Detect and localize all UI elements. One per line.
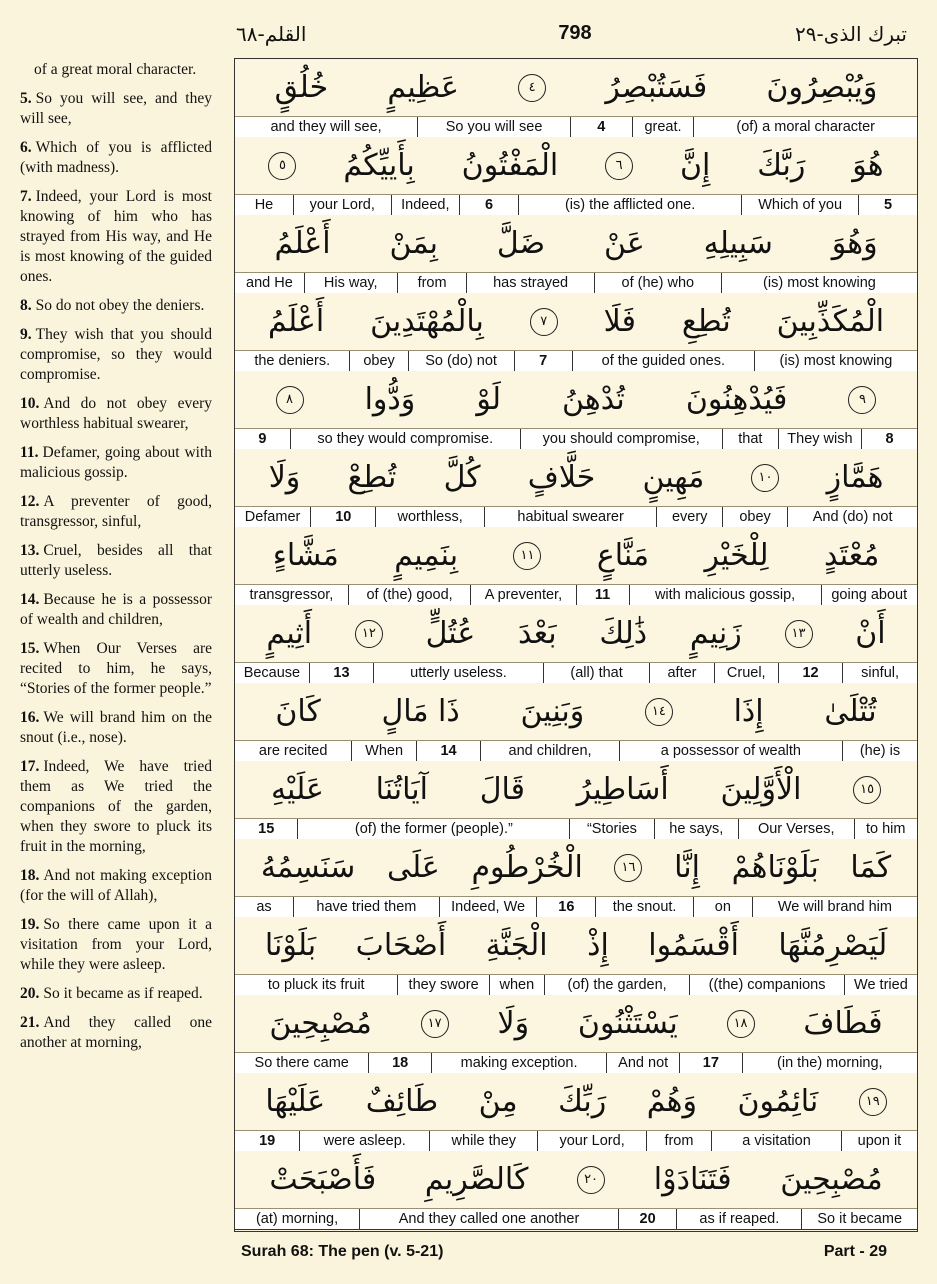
arabic-word: عُتُلٍّ xyxy=(425,616,476,651)
gloss-word: going about xyxy=(821,585,917,605)
gloss-word: worthless, xyxy=(375,507,483,527)
ayah-marker: ٨ xyxy=(276,386,304,414)
gloss-verse-number: 15 xyxy=(258,821,275,837)
arabic-word: فَسَتُبْصِرُ xyxy=(605,70,708,105)
gloss-verse-number: 17 xyxy=(679,1053,742,1073)
arabic-word: بَلَوْنَا xyxy=(264,928,317,963)
arabic-word: عَنْ xyxy=(603,226,645,261)
word-row xyxy=(235,1151,917,1229)
gloss-verse-number: 5 xyxy=(858,195,917,215)
gloss-word: and children, xyxy=(480,741,619,761)
gloss-word: (all) that xyxy=(543,663,649,683)
gloss-word: transgressor, xyxy=(249,587,334,603)
arabic-word: مُعْتَدٍ xyxy=(823,538,880,573)
gloss-word: So (do) not xyxy=(408,351,514,371)
gloss-word: “Stories xyxy=(569,819,653,839)
verse-number: 6. xyxy=(20,139,32,156)
arabic-word: الْأَوَّلِينَ xyxy=(720,772,802,807)
gloss-word: We tried xyxy=(844,975,917,995)
english-gloss-line xyxy=(235,1053,917,1074)
arabic-word: رَبَّكَ xyxy=(757,148,806,183)
gloss-word: when xyxy=(489,975,544,995)
word-row xyxy=(235,839,917,917)
gloss-word: So there came xyxy=(254,1055,349,1071)
translation-verse xyxy=(20,394,212,434)
word-row xyxy=(235,293,917,371)
gloss-word: were asleep. xyxy=(299,1131,429,1151)
translation-verse xyxy=(20,187,212,287)
arabic-word: مَشَّاءٍ xyxy=(272,538,339,573)
arabic-word: نَائِمُونَ xyxy=(737,1084,819,1119)
english-gloss-line xyxy=(235,195,917,216)
arabic-word: إِذَا xyxy=(733,694,764,729)
arabic-word: عَظِيمٍ xyxy=(387,70,459,105)
arabic-word: هَمَّازٍ xyxy=(826,460,884,495)
arabic-line xyxy=(235,917,917,975)
arabic-word: مَهِينٍ xyxy=(642,460,705,495)
english-gloss-line xyxy=(235,1209,917,1230)
arabic-line xyxy=(235,527,917,585)
english-gloss-line xyxy=(235,1131,917,1152)
ayah-marker: ١٣ xyxy=(785,620,813,648)
verse-number: 12. xyxy=(20,493,40,510)
arabic-word: لِلْخَيْرِ xyxy=(704,538,769,573)
translation-verse xyxy=(20,590,212,630)
word-row xyxy=(235,137,917,215)
ayah-marker: ١٥ xyxy=(853,776,881,804)
arabic-word: أَصْحَابَ xyxy=(355,928,447,963)
english-gloss-line xyxy=(235,819,917,840)
word-row xyxy=(235,917,917,995)
word-row xyxy=(235,371,917,449)
verse-text: of a great moral character. xyxy=(34,61,197,78)
arabic-line xyxy=(235,995,917,1053)
ayah-marker: ٢٠ xyxy=(577,1166,605,1194)
translation-verse xyxy=(20,1013,212,1053)
arabic-word: كَالصَّرِيمِ xyxy=(424,1162,529,1197)
word-row xyxy=(235,683,917,761)
ayah-marker: ١٢ xyxy=(355,620,383,648)
gloss-verse-number: 18 xyxy=(368,1053,431,1073)
gloss-verse-number: 14 xyxy=(416,741,480,761)
word-row xyxy=(235,527,917,605)
gloss-word: (he) is xyxy=(842,741,917,761)
verse-text: Which of you is afflicted (with madness). xyxy=(20,139,212,176)
gloss-word: the snout. xyxy=(595,897,693,917)
gloss-word: while they xyxy=(429,1131,537,1151)
gloss-word: of the guided ones. xyxy=(572,351,754,371)
gloss-word: So it became xyxy=(801,1209,917,1229)
ayah-marker: ٧ xyxy=(530,308,558,336)
gloss-word: (is) the afflicted one. xyxy=(518,195,741,215)
translation-verse xyxy=(20,866,212,906)
arabic-word: آيَاتُنَا xyxy=(375,772,428,807)
gloss-word: Indeed, xyxy=(391,195,460,215)
gloss-word: (of) the former (people).” xyxy=(297,819,569,839)
gloss-word: from xyxy=(646,1131,711,1151)
verse-text: When Our Verses are recited to him, he says, “Stories of the former people.” xyxy=(20,640,212,697)
page-number: 798 xyxy=(558,22,592,44)
gloss-word: of (the) good, xyxy=(348,585,471,605)
english-gloss-line xyxy=(235,741,917,762)
arabic-word: لَوْ xyxy=(476,382,501,417)
arabic-word: الْمُكَذِّبِينَ xyxy=(776,304,885,339)
gloss-word: your Lord, xyxy=(293,195,391,215)
header-surah-name: القلم-٦٨ xyxy=(236,22,307,46)
arabic-word: كَمَا xyxy=(850,850,892,885)
english-gloss-line xyxy=(235,273,917,294)
arabic-word: وَلَا xyxy=(268,460,301,495)
gloss-word: sinful, xyxy=(842,663,917,683)
gloss-word: are recited xyxy=(258,743,328,759)
arabic-word: هُوَ xyxy=(852,148,884,183)
word-row xyxy=(235,1073,917,1151)
english-gloss-line xyxy=(235,429,917,450)
gloss-word: with malicious gossip, xyxy=(629,585,821,605)
verse-text: And do not obey every worthless habitual swearer, xyxy=(20,395,212,432)
verse-text: Because he is a possessor of wealth and children, xyxy=(20,591,212,628)
verse-text: Cruel, besides all that utterly useless. xyxy=(20,542,212,579)
gloss-word: and they will see, xyxy=(270,119,382,135)
gloss-word: When xyxy=(351,741,415,761)
translation-verse xyxy=(20,325,212,385)
gloss-word: to him xyxy=(854,819,918,839)
arabic-word: زَنِيمٍ xyxy=(689,616,742,651)
gloss-word: obey xyxy=(349,351,407,371)
word-row xyxy=(235,215,917,293)
arabic-word: مُصْبِحِينَ xyxy=(269,1006,372,1041)
arabic-word: إِنَّ xyxy=(679,148,711,183)
translation-verse xyxy=(20,492,212,532)
arabic-word: حَلَّافٍ xyxy=(527,460,596,495)
gloss-word: ((the) companions xyxy=(689,975,843,995)
arabic-word: بِأَييِّكُمُ xyxy=(343,148,415,183)
gloss-word: a possessor of wealth xyxy=(619,741,842,761)
arabic-word: فَيُدْهِنُونَ xyxy=(685,382,788,417)
arabic-word: فَتَنَادَوْا xyxy=(653,1162,732,1197)
arabic-word: ذَٰلِكَ xyxy=(599,616,648,651)
gloss-word: from xyxy=(397,273,467,293)
word-row xyxy=(235,995,917,1073)
gloss-word: as xyxy=(256,899,272,915)
gloss-word: you should compromise, xyxy=(520,429,722,449)
verse-text: So do not obey the deniers. xyxy=(35,297,205,314)
verse-number: 19. xyxy=(20,916,40,933)
gloss-verse-number: 10 xyxy=(310,507,375,527)
gloss-word: as if reaped. xyxy=(676,1209,801,1229)
verse-number: 10. xyxy=(20,395,40,412)
gloss-word: has strayed xyxy=(466,273,593,293)
arabic-word: لَيَصْرِمُنَّهَا xyxy=(778,928,888,963)
ayah-marker: ٤ xyxy=(518,74,546,102)
verse-number: 17. xyxy=(20,758,40,775)
verse-text: Defamer, going about with malicious gossip. xyxy=(20,444,212,481)
translation-verse xyxy=(20,708,212,748)
verse-text: So there came upon it a visitation from your Lord, while they were asleep. xyxy=(20,916,212,973)
arabic-line xyxy=(235,839,917,897)
arabic-line xyxy=(235,137,917,195)
arabic-word: ذَا مَالٍ xyxy=(381,694,460,729)
verse-number: 15. xyxy=(20,640,40,657)
gloss-word: and He xyxy=(246,275,293,291)
english-gloss-line xyxy=(235,351,917,372)
gloss-word: Which of you xyxy=(741,195,858,215)
arabic-word: بِنَمِيمٍ xyxy=(394,538,459,573)
translation-verse xyxy=(20,915,212,975)
gloss-word: after xyxy=(649,663,713,683)
gloss-word: making exception. xyxy=(431,1053,606,1073)
gloss-verse-number: 9 xyxy=(258,431,267,447)
arabic-word: أَثِيمٍ xyxy=(266,616,313,651)
arabic-word: كَانَ xyxy=(275,694,321,729)
arabic-word: بِالْمُهْتَدِينَ xyxy=(370,304,484,339)
gloss-word: He xyxy=(254,197,274,213)
arabic-word: وَهُمْ xyxy=(646,1084,697,1119)
word-by-word-grid xyxy=(234,58,918,1232)
arabic-word: وَلَا xyxy=(497,1006,530,1041)
gloss-word: We will brand him xyxy=(752,897,917,917)
gloss-word: (at) morning, xyxy=(255,1211,339,1227)
gloss-word: Because xyxy=(243,665,301,681)
gloss-word: great. xyxy=(632,117,694,137)
gloss-word: And not xyxy=(606,1053,679,1073)
word-row xyxy=(235,761,917,839)
arabic-word: وَبَنِينَ xyxy=(520,694,585,729)
gloss-word: A preventer, xyxy=(470,585,575,605)
gloss-word: And they called one another xyxy=(359,1209,618,1229)
arabic-word: عَلَيْهَا xyxy=(265,1084,326,1119)
arabic-line xyxy=(235,371,917,429)
gloss-verse-number: 7 xyxy=(514,351,572,371)
verse-number: 16. xyxy=(20,709,40,726)
verse-number: 20. xyxy=(20,985,40,1002)
arabic-word: أَعْلَمُ xyxy=(274,226,331,261)
word-row xyxy=(235,449,917,527)
gloss-verse-number: 16 xyxy=(536,897,595,917)
verse-number: 8. xyxy=(20,297,32,314)
arabic-word: فَأَصْبَحَتْ xyxy=(269,1162,377,1197)
arabic-word: الْخُرْطُومِ xyxy=(471,850,583,885)
arabic-word: أَنْ xyxy=(855,616,886,651)
translation-verse xyxy=(20,984,212,1004)
english-gloss-line xyxy=(235,507,917,528)
verse-number: 7. xyxy=(20,188,32,205)
ayah-marker: ٩ xyxy=(848,386,876,414)
gloss-word: utterly useless. xyxy=(373,663,543,683)
gloss-word: (is) most knowing xyxy=(754,351,917,371)
english-gloss-line xyxy=(235,663,917,684)
translation-verse xyxy=(20,138,212,178)
translation-verse xyxy=(34,60,212,80)
verse-text: And not making exception (for the will of Allah), xyxy=(20,867,212,904)
gloss-word: he says, xyxy=(654,819,738,839)
arabic-word: تُدْهِنُ xyxy=(562,382,625,417)
arabic-word: ضَلَّ xyxy=(496,226,546,261)
gloss-word: the deniers. xyxy=(254,353,331,369)
verse-text: And they called one another at morning, xyxy=(20,1014,212,1051)
arabic-word: تُطِعِ xyxy=(681,304,731,339)
gloss-word: And (do) not xyxy=(787,507,917,527)
arabic-word: أَسَاطِيرُ xyxy=(576,772,669,807)
ayah-marker: ٥ xyxy=(268,152,296,180)
gloss-word: His way, xyxy=(304,273,397,293)
verse-number: 18. xyxy=(20,867,40,884)
gloss-word: every xyxy=(656,507,721,527)
arabic-line xyxy=(235,59,917,117)
verse-number: 13. xyxy=(20,542,40,559)
arabic-line xyxy=(235,293,917,351)
arabic-line xyxy=(235,605,917,663)
arabic-word: مَنَّاعٍ xyxy=(596,538,650,573)
english-gloss-line xyxy=(235,975,917,996)
arabic-line xyxy=(235,761,917,819)
translation-verse xyxy=(20,639,212,699)
verse-text: They wish that you should compromise, so they would compromise. xyxy=(20,326,212,383)
arabic-word: مِنْ xyxy=(478,1084,518,1119)
gloss-verse-number: 20 xyxy=(618,1209,676,1229)
gloss-word: habitual swearer xyxy=(484,507,657,527)
verse-text: A preventer of good, transgressor, sinful, xyxy=(20,493,212,530)
translation-column xyxy=(20,60,212,1062)
gloss-word: So you will see xyxy=(417,117,570,137)
ayah-marker: ١٦ xyxy=(614,854,642,882)
arabic-word: كُلَّ xyxy=(443,460,481,495)
gloss-word: of (he) who xyxy=(594,273,721,293)
arabic-word: فَطَافَ xyxy=(803,1006,883,1041)
gloss-word: (of) a moral character xyxy=(693,117,917,137)
translation-verse xyxy=(20,443,212,483)
gloss-word: a visitation xyxy=(711,1131,841,1151)
gloss-verse-number: 19 xyxy=(259,1133,276,1149)
word-row xyxy=(235,605,917,683)
arabic-word: بَلَوْنَاهُمْ xyxy=(731,850,819,885)
verse-text: We will brand him on the snout (i.e., nose). xyxy=(20,709,212,746)
gloss-word: Cruel, xyxy=(714,663,778,683)
arabic-word: وَهُوَ xyxy=(831,226,878,261)
arabic-word: وَيُبْصِرُونَ xyxy=(766,70,878,105)
arabic-word: الْمَفْتُونُ xyxy=(461,148,559,183)
arabic-line xyxy=(235,1073,917,1131)
gloss-word: (is) most knowing xyxy=(721,273,917,293)
gloss-word: Our Verses, xyxy=(738,819,854,839)
ayah-marker: ١٧ xyxy=(421,1010,449,1038)
gloss-word: obey xyxy=(722,507,787,527)
english-gloss-line xyxy=(235,897,917,918)
arabic-word: تُتْلَىٰ xyxy=(824,694,877,729)
gloss-verse-number: 12 xyxy=(778,663,842,683)
translation-verse xyxy=(20,89,212,129)
arabic-word: بَعْدَ xyxy=(518,616,557,651)
gloss-word: upon it xyxy=(841,1131,917,1151)
verse-text: Indeed, your Lord is most knowing of him who has strayed from His way, and He is most knowing of the guided ones. xyxy=(20,188,212,285)
ayah-marker: ٦ xyxy=(605,152,633,180)
gloss-word: They wish xyxy=(778,429,861,449)
translation-verse xyxy=(20,541,212,581)
arabic-word: الْجَنَّةِ xyxy=(485,928,548,963)
gloss-word: on xyxy=(693,897,752,917)
ayah-marker: ١٤ xyxy=(645,698,673,726)
gloss-verse-number: 13 xyxy=(309,663,373,683)
arabic-line xyxy=(235,1151,917,1209)
verse-text: Indeed, We have tried them as We tried the companions of the garden, when they swore to pluck its fruit in the morning, xyxy=(20,758,212,855)
gloss-word: that xyxy=(722,429,778,449)
footer-part: Part - 29 xyxy=(823,1243,887,1260)
arabic-word: خُلُقٍ xyxy=(274,70,329,105)
arabic-word: أَعْلَمُ xyxy=(268,304,325,339)
english-gloss-line xyxy=(235,585,917,606)
arabic-word: إِنَّا xyxy=(674,850,700,885)
translation-verse xyxy=(20,757,212,857)
verse-number: 9. xyxy=(20,326,32,343)
arabic-word: بِمَنْ xyxy=(389,226,439,261)
gloss-verse-number: 6 xyxy=(459,195,518,215)
arabic-line xyxy=(235,683,917,741)
arabic-word: وَدُّوا xyxy=(364,382,416,417)
ayah-marker: ١٨ xyxy=(727,1010,755,1038)
gloss-word: to pluck its fruit xyxy=(267,977,365,993)
arabic-word: رَبِّكَ xyxy=(558,1084,607,1119)
verse-text: So it became as if reaped. xyxy=(43,985,203,1002)
word-row xyxy=(235,59,917,137)
arabic-word: عَلَيْهِ xyxy=(270,772,324,807)
verse-text: So you will see, and they will see, xyxy=(20,90,212,127)
verse-number: 5. xyxy=(20,90,32,107)
arabic-word: يَسْتَثْنُونَ xyxy=(577,1006,678,1041)
gloss-word: (in the) morning, xyxy=(742,1053,917,1073)
arabic-word: فَلَا xyxy=(603,304,636,339)
arabic-line xyxy=(235,215,917,273)
english-gloss-line xyxy=(235,117,917,138)
gloss-word: Defamer xyxy=(244,509,301,525)
ayah-marker: ١٠ xyxy=(751,464,779,492)
arabic-word: قَالَ xyxy=(479,772,525,807)
verse-number: 11. xyxy=(20,444,39,461)
arabic-word: عَلَى xyxy=(386,850,440,885)
gloss-verse-number: 8 xyxy=(861,429,917,449)
gloss-verse-number: 11 xyxy=(576,585,629,605)
gloss-word: (of) the garden, xyxy=(544,975,689,995)
arabic-word: إِذْ xyxy=(587,928,609,963)
arabic-word: أَقْسَمُوا xyxy=(648,928,739,963)
arabic-word: تُطِعْ xyxy=(347,460,397,495)
verse-number: 21. xyxy=(20,1014,40,1031)
gloss-word: have tried them xyxy=(293,897,439,917)
gloss-word: they swore xyxy=(397,975,488,995)
ayah-marker: ١١ xyxy=(513,542,541,570)
translation-verse xyxy=(20,296,212,316)
gloss-word: Indeed, We xyxy=(439,897,537,917)
gloss-verse-number: 4 xyxy=(570,117,632,137)
gloss-word: your Lord, xyxy=(537,1131,645,1151)
arabic-word: سَنَسِمُهُ xyxy=(260,850,356,885)
footer-surah: Surah 68: The pen (v. 5-21) xyxy=(241,1243,444,1260)
arabic-word: مُصْبِحِينَ xyxy=(780,1162,883,1197)
gloss-word: so they would compromise. xyxy=(290,429,520,449)
ayah-marker: ١٩ xyxy=(859,1088,887,1116)
arabic-word: طَائِفٌ xyxy=(365,1084,439,1119)
verse-number: 14. xyxy=(20,591,40,608)
header-juz-name: تبرك الذى-٢٩ xyxy=(795,22,907,46)
arabic-word: سَبِيلِهِ xyxy=(703,226,773,261)
arabic-line xyxy=(235,449,917,507)
